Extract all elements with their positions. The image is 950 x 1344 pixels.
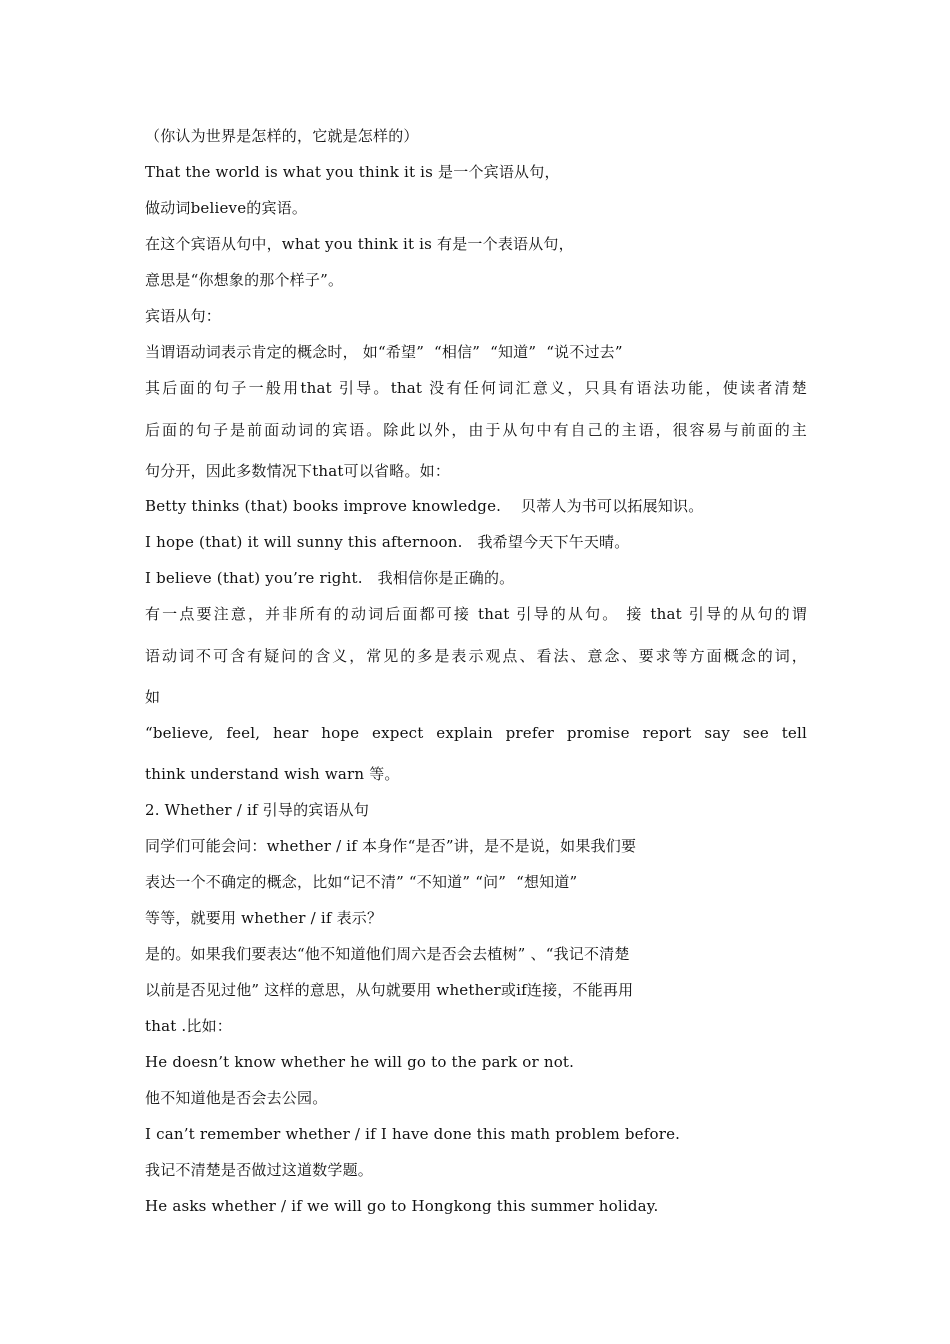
text-line: Betty thinks (that) books improve knowledge. 贝蒂人为书可以拓展知识。 — [145, 497, 704, 515]
text-line: 在这个宾语从句中，what you think it is 有是一个表语从句， — [145, 235, 574, 253]
text-line: I hope (that) it will sunny this afternoon. 我希望今天下午天晴。 — [145, 533, 630, 551]
text-line: 做动词believe的宾语。 — [145, 199, 308, 217]
text-line: I can’t remember whether / if I have done this math problem before. — [145, 1125, 681, 1143]
text-line: 他不知道他是否会去公园。 — [145, 1089, 328, 1107]
text-line: （你认为世界是怎样的，它就是怎样的） — [145, 127, 419, 145]
text-line: 后面的句子是前面动词的宾语。除此以外，由于从句中有自己的主语，很容易与前面的主 — [145, 421, 807, 439]
text-line: 语动词不可含有疑问的含义，常见的多是表示观点、看法、意念、要求等方面概念的词， — [145, 647, 807, 665]
text-line: 有一点要注意，并非所有的动词后面都可接 that 引导的从句。 接 that 引导的从句的谓 — [145, 605, 807, 623]
text-line: 是的。如果我们要表达“他不知道他们周六是否会去植树” 、“我记不清楚 — [145, 945, 630, 963]
text-line: He doesn’t know whether he will go to the park or not. — [145, 1053, 575, 1071]
text-line: He asks whether / if we will go to Hongkong this summer holiday. — [145, 1197, 659, 1215]
text-line: 意思是“你想象的那个样子”。 — [145, 271, 344, 289]
text-line: 等等，就要用 whether / if 表示？ — [145, 909, 383, 927]
section-heading: 2. Whether / if 引导的宾语从句 — [145, 801, 370, 819]
text-line: 表达一个不确定的概念，比如“记不清” “不知道” “问” “想知道” — [145, 873, 578, 891]
text-line: 同学们可能会问：whether / if 本身作“是否”讲，是不是说，如果我们要 — [145, 837, 637, 855]
text-line: “believe, feel, hear hope expect explain prefer promise report say see tell — [145, 724, 807, 742]
text-line: 如 — [145, 688, 161, 706]
text-line: 其后面的句子一般用that 引导。that 没有任何词汇意义，只具有语法功能，使读者清楚 — [145, 379, 807, 397]
text-line: 当谓语动词表示肯定的概念时， 如“希望” “相信” “知道” “说不过去” — [145, 343, 623, 361]
text-line: 句分开，因此多数情况下that可以省略。如： — [145, 462, 451, 480]
text-line: 以前是否见过他” 这样的意思，从句就要用 whether或if连接，不能再用 — [145, 981, 634, 999]
text-line: think understand wish warn 等。 — [145, 765, 400, 783]
text-line: 宾语从句： — [145, 307, 222, 325]
text-line: that .比如： — [145, 1017, 232, 1035]
text-line: 我记不清楚是否做过这道数学题。 — [145, 1161, 374, 1179]
text-line: That the world is what you think it is 是一个宾语从句， — [145, 163, 560, 181]
text-line: I believe (that) you’re right. 我相信你是正确的。 — [145, 569, 515, 587]
